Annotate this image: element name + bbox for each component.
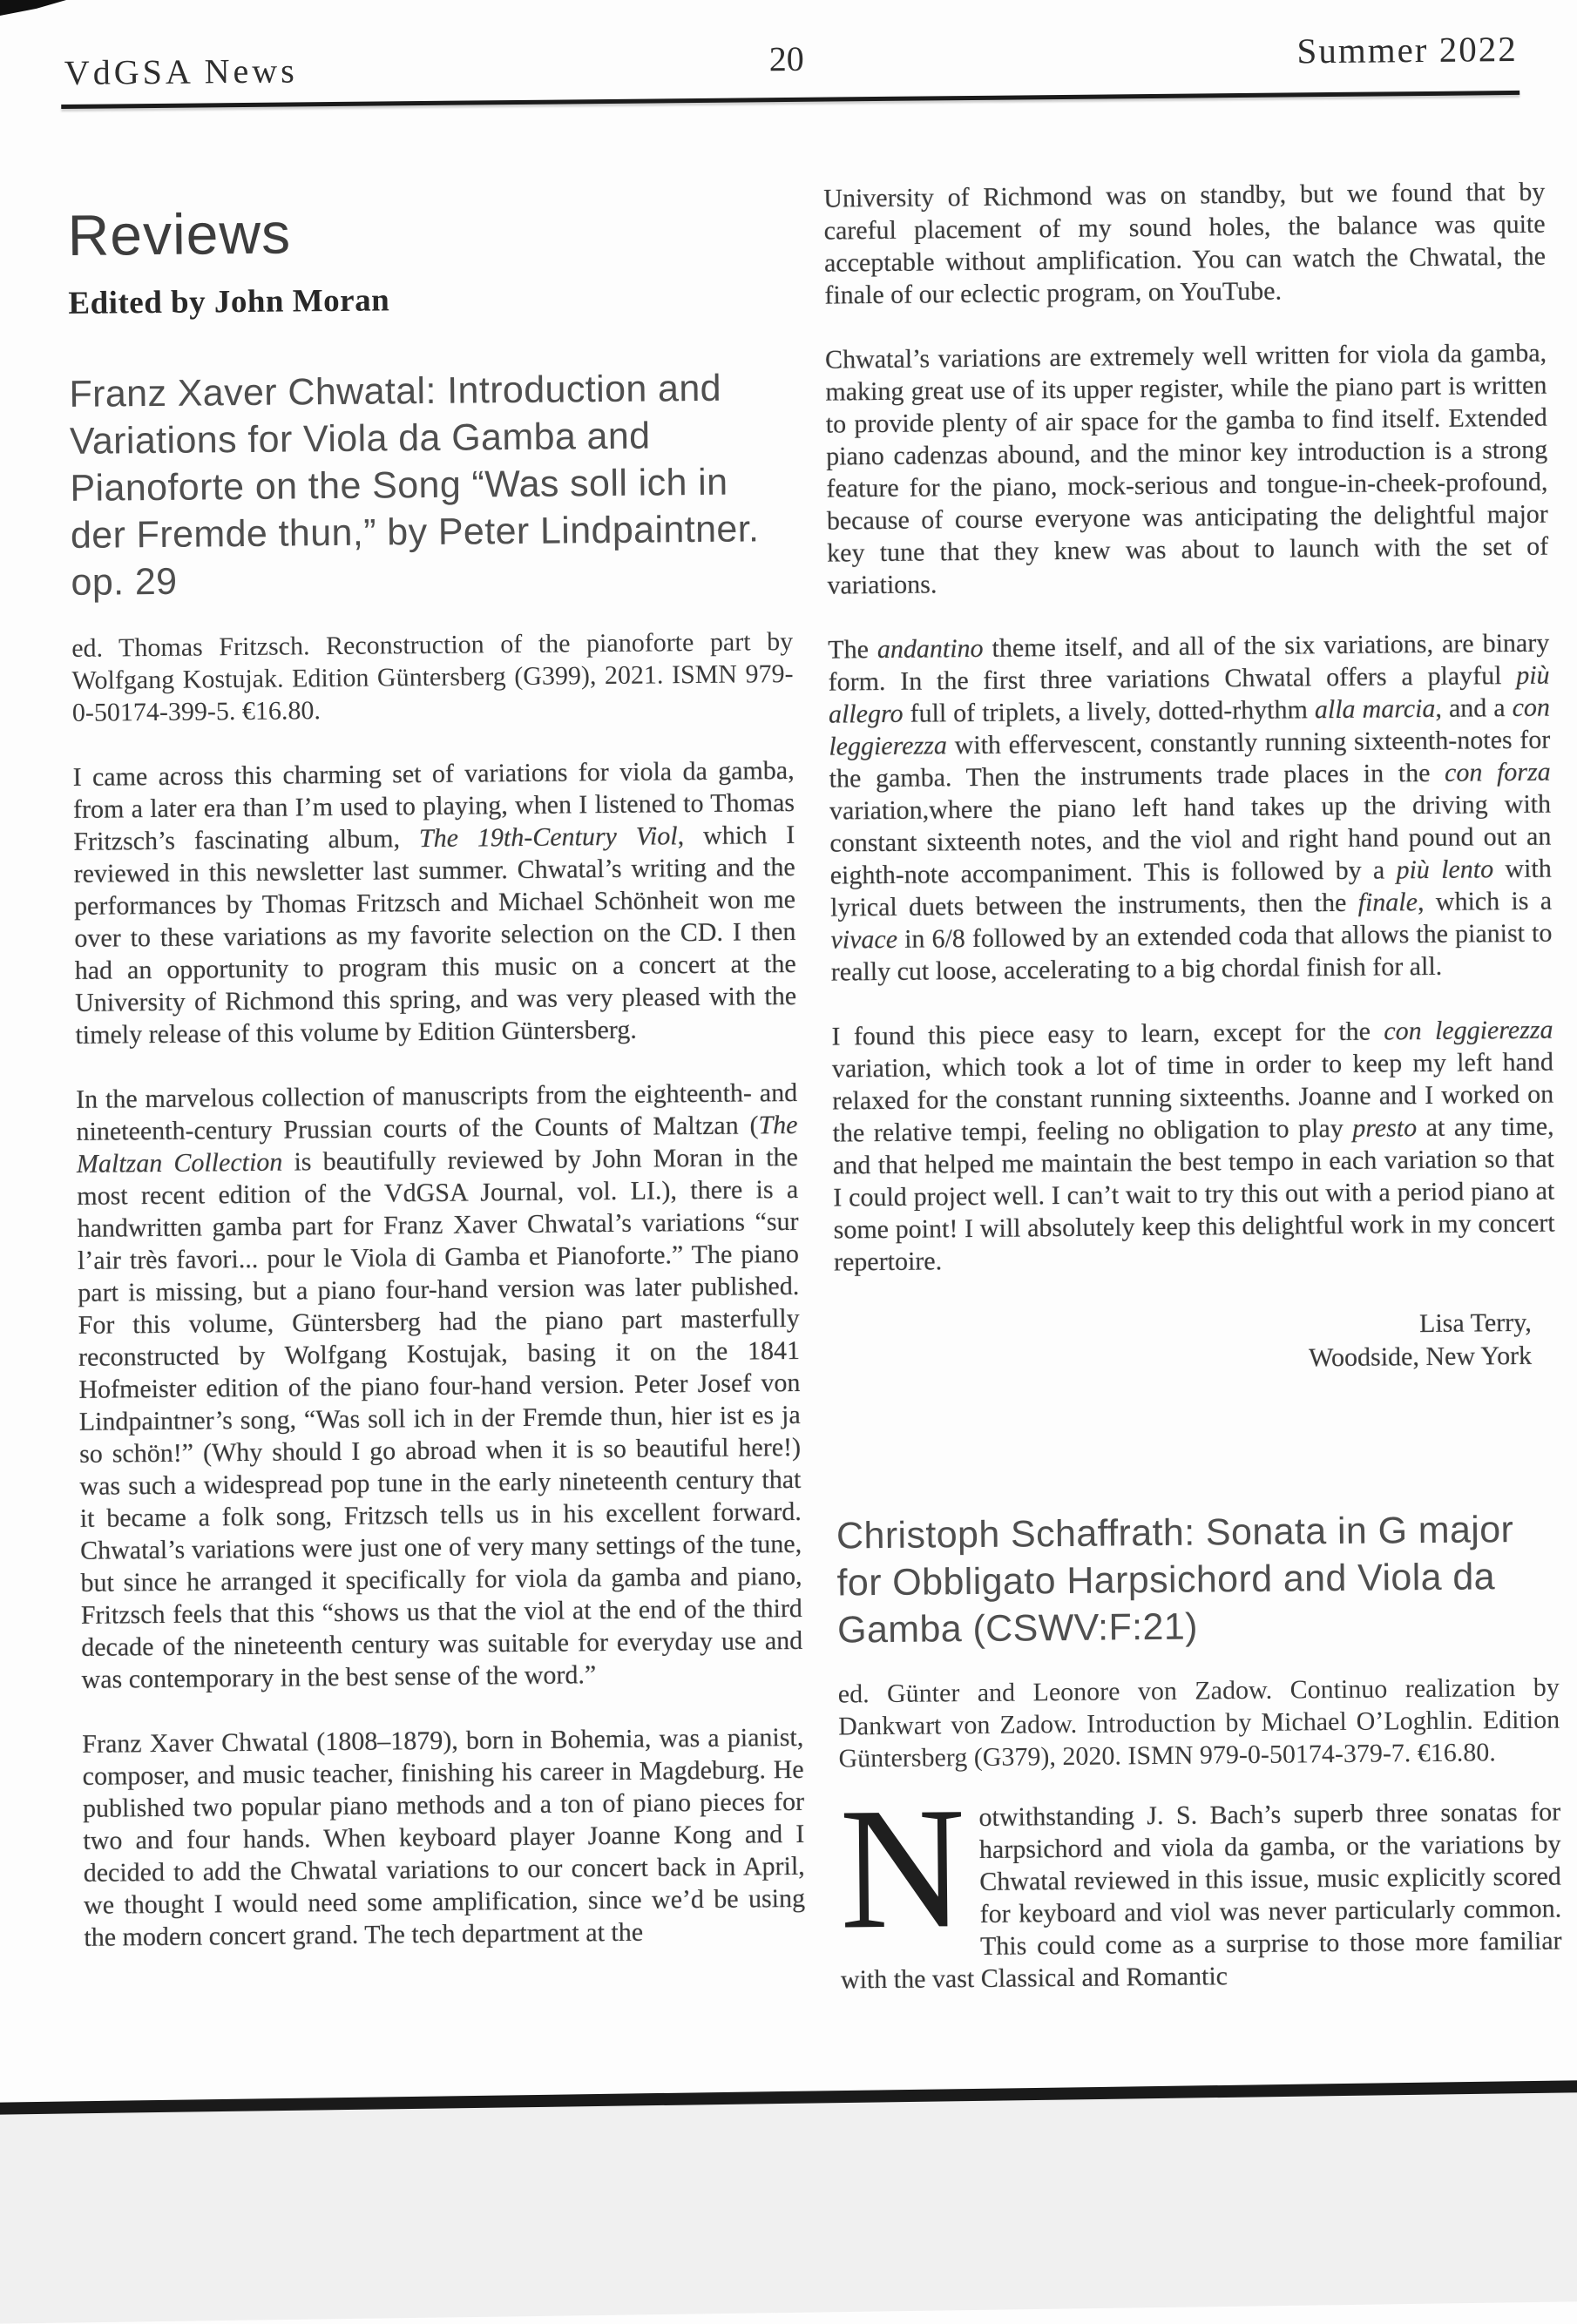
- header-rule: [61, 91, 1519, 109]
- right-column-lower: [836, 1506, 1562, 1996]
- reviewer-location: Woodside, New York: [1309, 1341, 1533, 1373]
- page-number: 20: [768, 38, 804, 79]
- review2-citation: ed. Günter and Leonore von Zadow. Continuo realization by Dankwart von Zadow. Introduction by Michael O’Loghlin. Edition Güntersberg (G379), 2020. ISMN 979-0-50174-379-7. €16.80.: [837, 1672, 1560, 1773]
- paragraph: I came across this charming set of variations for viola da gamba, from a later era than I’m used to playing, when I listened to Thomas Fritzsch’s fascinating album, The 19th-Century Viol, which I reviewed in this newsletter last summer. Chwatal’s writing and the performances by Thomas Fritzsch and Michael Schönheit won me over to these variations as my favorite selection on the CD. I then had an opportunity to program this music on a concert at the University of Richmond this spring, and was very pleased with the timely release of this volume by Edition Güntersberg.: [72, 755, 797, 1050]
- paragraph: The andantino theme itself, and all of the six variations, are binary form. In the first three variations Chwatal offers a playful più allegro full of triplets, a lively, dotted-rhythm alla marcia, and a con leggierezza with effervescent, constantly running sixteenth-notes for the gamba. Then the instruments trade places in the con forza variation,where the piano left hand takes up the driving with constant sixteenth notes, and the viol and right hand pound out an eighth-note accompaniment. This is followed by a più lento with lyrical duets between the instruments, then the finale, which is a vivace in 6/8 followed by an extended coda that allows the pianist to really cut loose, accelerating to a big chordal finish for all.: [828, 628, 1553, 987]
- review1-body-left: [72, 754, 805, 1954]
- section-title: Reviews: [67, 200, 292, 267]
- reviewer-name: Lisa Terry,: [1418, 1307, 1532, 1339]
- right-column-upper: [823, 176, 1556, 1380]
- paragraph: Chwatal’s variations are extremely well written for viola da gamba, making great use of its upper register, while the piano part is written to provide plenty of air space for the gamba to find itself. Extended piano cadenzas abound, and the minor key introduction is a strong feature for the piano, mock-serious and tongue-in-cheek-profound, because of course everyone was anticipating the delightful major key tune that they knew was about to launch with the set of variations.: [824, 338, 1549, 600]
- section-editor: Edited by John Moran: [68, 282, 390, 321]
- dropcap-letter: N: [838, 1772, 967, 1966]
- paragraph: University of Richmond was on standby, but we found that by careful placement of my sound holes, the balance was quite acceptable without amplification. You can watch the Chwatal, the finale of our eclectic program, on YouTube.: [823, 177, 1547, 310]
- dropcap-paragraph-text: otwithstanding J. S. Bach’s superb three sonatas for harpsichord and viola da gamba, or the variations by Chwatal reviewed in this issue, music explicitly scored for keyboard and viol was never particularly common. This could come as a surprise to those more familiar with the vast Classical and Romantic: [840, 1797, 1562, 1995]
- review1-signoff: [835, 1307, 1557, 1380]
- left-column: [67, 199, 805, 1953]
- paragraph: I found this piece easy to learn, except for the con leggierezza variation, which took a lot of time in order to keep my left hand relaxed for the constant running sixteenths. Joanne and I worked on the relative tempi, feeling no obligation to play presto at any time, and that helped me maintain the best tempo in each variation so that I could project well. I can’t wait to try this out with a period piano at some point! I will absolutely keep this delightful work in my concert repertoire.: [831, 1015, 1555, 1277]
- issue-date: Summer 2022: [1296, 28, 1518, 71]
- review2-title: Christoph Schaffrath: Sonata in G major for Obbligato Harpsichord and Viola da Gamba (CSWV:F:21): [836, 1509, 1514, 1652]
- review1-body-right: [823, 176, 1555, 1279]
- review1-citation: ed. Thomas Fritzsch. Reconstruction of the pianoforte part by Wolfgang Kostujak. Edition Güntersberg (G399), 2021. ISMN 979-0-50174-399-5. €16.80.: [71, 626, 794, 727]
- paragraph: In the marvelous collection of manuscripts from the eighteenth- and nineteenth-century Prussian courts of the Counts of Maltzan (The Maltzan Collection is beautifully reviewed by John Moran in the most recent edition of the VdGSA Journal, vol. LI.), there is a handwritten gamba part for Franz Xaver Chwatal’s variations “sur l’air très favori... pour le Viola di Gamba et Pianoforte.” The piano part is missing, but a piano four-hand version was later published. For this volume, Güntersberg had the piano part masterfully reconstructed by Wolfgang Kostujak, basing it on the 1841 Hofmeister edition of the piano four-hand version. Peter Josef von Lindpaintner’s song, “Was soll ich in der Fremde thun, hier ist es ja so schön!” (Why should I go abroad when it is so beautiful here!) was such a widespread pop tune in the early nineteenth century that it became a folk song, Fritzsch tells us in his excellent forward. Chwatal’s variations were just one of very many settings of the tune, but since he arranged it specifically for viola da gamba and piano, Fritzsch feels that this “shows us that the viol at the end of the third decade of the nineteenth century was suitable for everyday use and was contemporary in the best sense of the word.”: [76, 1078, 803, 1694]
- review2-first-paragraph: [838, 1772, 1562, 1996]
- publication-title: VdGSA News: [64, 51, 298, 92]
- page-bottom-edge: [0, 2079, 1577, 2324]
- page-header: [0, 0, 1575, 121]
- paragraph: Franz Xaver Chwatal (1808–1879), born in Bohemia, was a pianist, composer, and music teacher, finishing his career in Magdeburg. He published two popular piano methods and a ton of piano pieces for two and four hands. When keyboard player Joanne Kong and I decided to add the Chwatal variations to our concert back in April, we thought I would need some amplification, since we’d be using the modern concert grand. The tech department at the: [82, 1722, 806, 1952]
- review1-title: Franz Xaver Chwatal: Introduction and Variations for Viola da Gamba and Pianoforte on the Song “Was soll ich in der Fremde thun,” by Peter Lindpaintner. op. 29: [69, 367, 760, 604]
